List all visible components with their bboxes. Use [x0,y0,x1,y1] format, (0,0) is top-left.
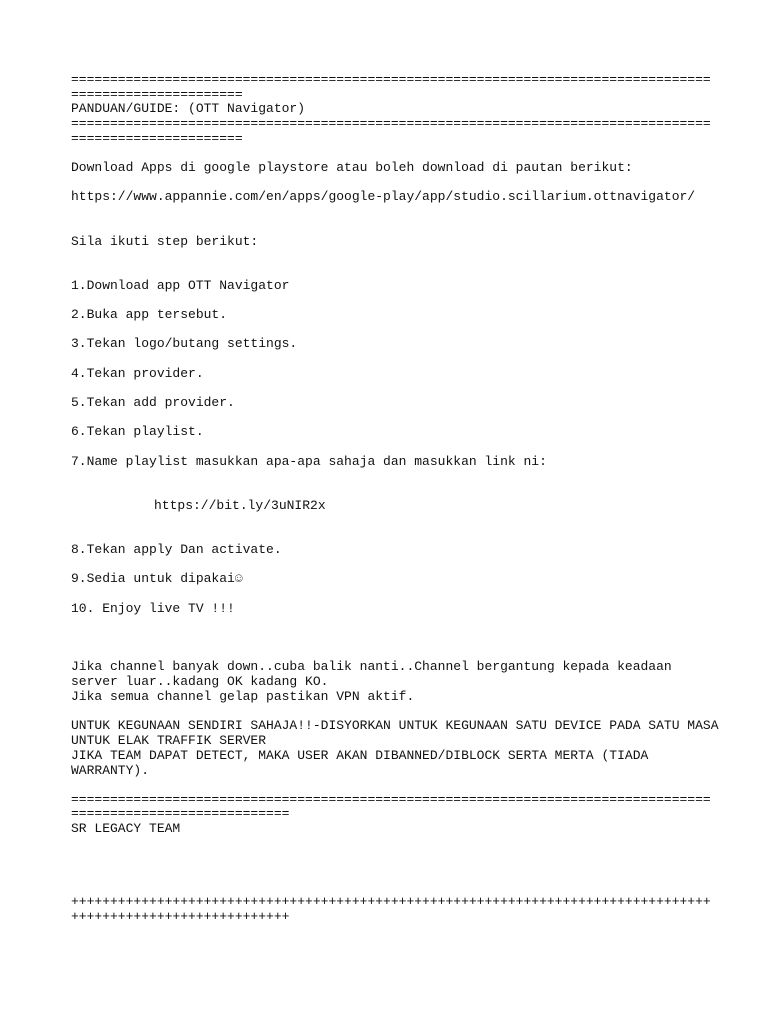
download-link[interactable]: https://www.appannie.com/en/apps/google-play/app/studio.scillarium.ottnavigator/ [71,189,696,204]
warning-line: UNTUK ELAK TRAFFIK SERVER [71,733,267,748]
footer-rule: ================================================================================== [71,792,711,807]
header-rule-top: ================================================================================== [71,72,711,87]
step-item: 4.Tekan provider. [71,366,204,381]
step-item: 5.Tekan add provider. [71,395,235,410]
step-item: 1.Download app OTT Navigator [71,278,290,293]
step-item: 8.Tekan apply Dan activate. [71,542,282,557]
step-item: 10. Enjoy live TV !!! [71,601,235,616]
note-line: Jika semua channel gelap pastikan VPN aktif. [71,689,415,704]
warning-line: WARRANTY). [71,763,150,778]
step-item: 6.Tekan playlist. [71,424,204,439]
playlist-link[interactable]: https://bit.ly/3uNIR2x [154,498,326,513]
step-item: 9.Sedia untuk dipakai☺ [71,571,243,586]
plus-rule: ++++++++++++++++++++++++++++++++++++++++++++++++++++++++++++++++++++++++++++++++++ [71,894,711,909]
step-item: 2.Buka app tersebut. [71,307,228,322]
footer-rule-cont: ============================ [71,806,290,821]
warning-line: JIKA TEAM DAPAT DETECT, MAKA USER AKAN DIBANNED/DIBLOCK SERTA MERTA (TIADA [71,748,649,763]
page-title: PANDUAN/GUIDE: (OTT Navigator) [71,101,306,116]
step-item: 3.Tekan logo/butang settings. [71,336,298,351]
plus-rule-cont: ++++++++++++++++++++++++++++ [71,909,290,924]
team-signature: SR LEGACY TEAM [71,821,181,836]
note-line: server luar..kadang OK kadang KO. [71,674,329,689]
note-line: Jika channel banyak down..cuba balik nanti..Channel bergantung kepada keadaan [71,659,672,674]
header-rule-bottom: ================================================================================== [71,116,711,131]
download-instructions: Download Apps di google playstore atau boleh download di pautan berikut: [71,160,633,175]
header-rule-top-cont: ====================== [71,87,243,102]
steps-intro: Sila ikuti step berikut: [71,234,259,249]
step-item: 7.Name playlist masukkan apa-apa sahaja dan masukkan link ni: [71,454,547,469]
header-rule-bottom-cont: ====================== [71,131,243,146]
warning-line: UNTUK KEGUNAAN SENDIRI SAHAJA!!-DISYORKAN UNTUK KEGUNAAN SATU DEVICE PADA SATU MASA [71,718,719,733]
